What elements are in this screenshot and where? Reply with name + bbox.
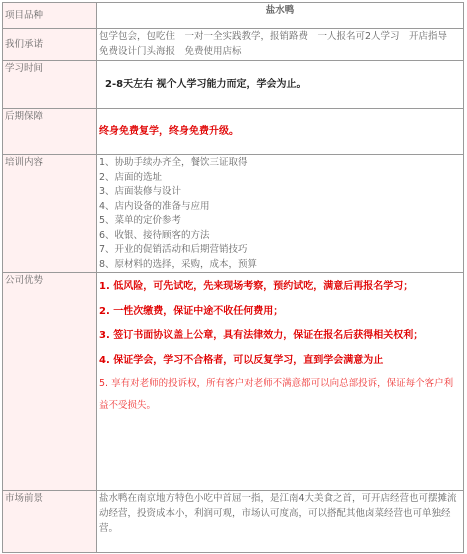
label-training: 培训内容 — [3, 155, 97, 273]
guarantee-text: 终身免费复学，终身免费升级。 — [99, 126, 239, 137]
training-item: 2、店面的选址 — [99, 171, 163, 183]
training-item: 4、店内设备的准备与应用 — [99, 200, 210, 212]
project-info-table — [2, 2, 464, 553]
row-guarantee — [3, 109, 464, 155]
training-item: 5、菜单的定价参考 — [99, 215, 182, 226]
advantage-item: 5. 享有对老师的投诉权，所有客户对老师不满意都可以向总部投诉，保证每个客户利益不受损失。 — [99, 378, 454, 411]
row-product — [3, 3, 464, 29]
label-promise: 我们承诺 — [3, 29, 97, 61]
training-list — [97, 155, 464, 273]
row-prospect — [3, 491, 464, 553]
advantage-item: 4. 保证学会，学习不合格者，可以反复学习，直到学会满意为止 — [99, 354, 384, 366]
duration-text: 2-8天左右 视个人学习能力而定，学会为止。 — [105, 79, 307, 90]
training-item: 1、协助手续办齐全，餐饮三证取得 — [99, 157, 248, 168]
product-name: 盐水鸭 — [97, 3, 464, 29]
label-guarantee: 后期保障 — [3, 109, 97, 155]
training-item: 3、店面装修与设计 — [99, 186, 182, 197]
advantage-item: 3. 签订书面协议盖上公章，具有法律效力，保证在报名后获得相关权利； — [99, 330, 424, 341]
prospect-text: 盐水鸭在南京地方特色小吃中首屈一指，是江南4大美食之首，可开店经营也可摆摊流动经营，投资成本小，利润可观，市场认可度高，可以搭配其他卤菜经营也可单独经营。 — [97, 491, 464, 553]
label-duration: 学习时间 — [3, 61, 97, 109]
advantages-list — [97, 273, 464, 491]
row-duration — [3, 61, 464, 109]
row-advantages — [3, 273, 464, 491]
label-advantages: 公司优势 — [3, 273, 97, 491]
advantage-item: 2. 一性次缴费，保证中途不收任何费用； — [99, 305, 284, 317]
training-item: 6、收银、接待顾客的方法 — [99, 229, 210, 241]
row-promise — [3, 29, 464, 61]
promise-text: 包学包会，包吃住 一对一全实践教学，报销路费 一人报名可2人学习 开店指导 免费设计门头海报 免费使用店标 — [97, 29, 464, 61]
label-prospect: 市场前景 — [3, 491, 97, 553]
label-product: 项目品种 — [3, 3, 97, 29]
training-item: 7、开业的促销活动和后期营销技巧 — [99, 244, 248, 255]
row-training — [3, 155, 464, 273]
training-item: 8、原材料的选择，采购，成本，预算 — [99, 258, 258, 270]
advantage-item: 1. 低风险，可先试吃，先来现场考察，预约试吃，满意后再报名学习； — [99, 281, 414, 292]
